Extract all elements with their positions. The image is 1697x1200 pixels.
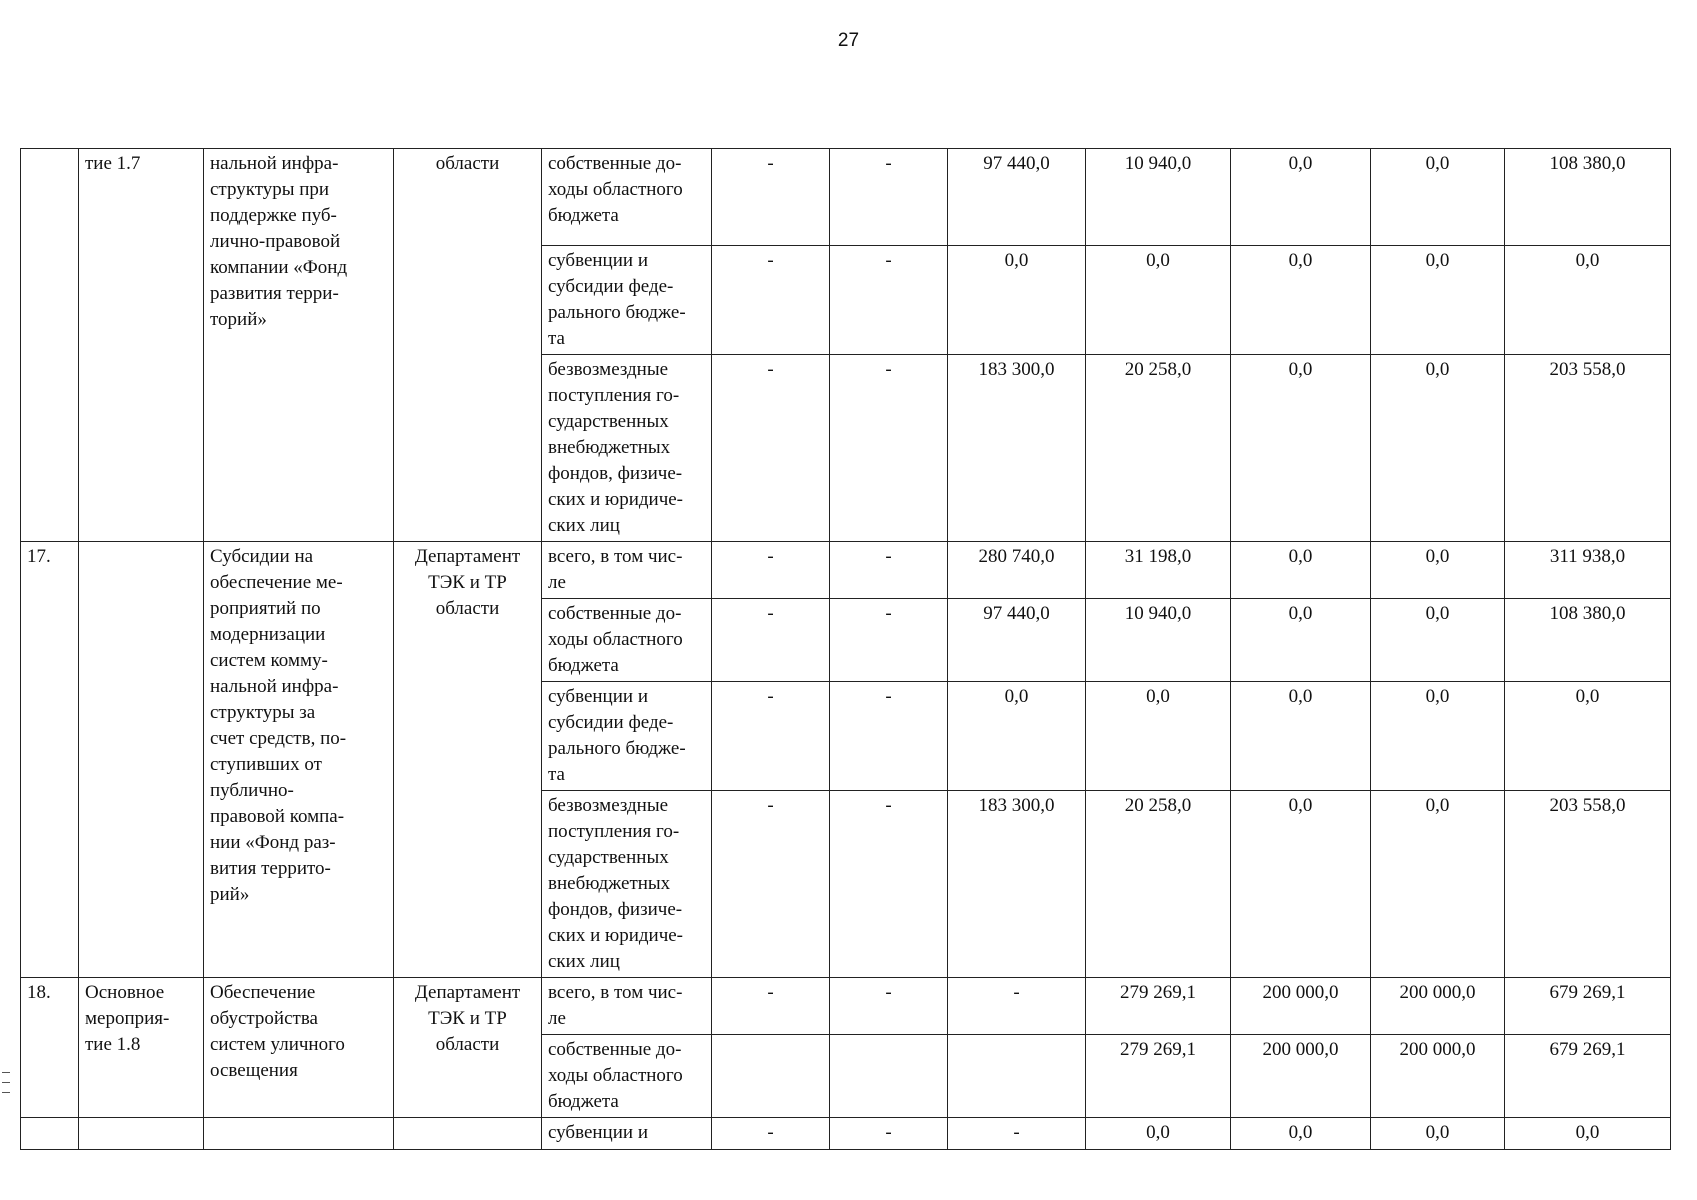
scan-mark bbox=[2, 1082, 10, 1083]
value-cell: 0,0 bbox=[1371, 682, 1505, 791]
value-cell: 20 258,0 bbox=[1086, 355, 1231, 542]
row-number-cell: 17. bbox=[21, 542, 79, 978]
total-value-cell: 0,0 bbox=[1505, 1118, 1671, 1150]
value-cell: 0,0 bbox=[1371, 246, 1505, 355]
measure-name-cell: Субсидии на обеспечение ме- роприятий по модернизации систем комму- нальной инфра- структуры за счет средств, по- ступивших от публично- правовой компа- нии «Фонд раз- вития террито- рий» bbox=[204, 542, 394, 978]
scan-mark bbox=[2, 1092, 10, 1093]
value-cell: 0,0 bbox=[1371, 1118, 1505, 1150]
value-cell: - bbox=[830, 978, 948, 1035]
measure-code-cell: тие 1.7 bbox=[79, 149, 204, 542]
value-cell: 0,0 bbox=[948, 246, 1086, 355]
value-cell: - bbox=[830, 149, 948, 246]
value-cell: 10 940,0 bbox=[1086, 599, 1231, 682]
total-value-cell: 108 380,0 bbox=[1505, 599, 1671, 682]
funding-source-cell: субвенции и bbox=[542, 1118, 712, 1150]
total-value-cell: 108 380,0 bbox=[1505, 149, 1671, 246]
value-cell: 31 198,0 bbox=[1086, 542, 1231, 599]
executor-cell: Департамент ТЭК и ТР области bbox=[394, 542, 542, 978]
value-cell: - bbox=[712, 978, 830, 1035]
value-cell: 279 269,1 bbox=[1086, 1035, 1231, 1118]
value-cell bbox=[830, 1035, 948, 1118]
measure-name-cell: Обеспечение обустройства систем уличного освещения bbox=[204, 978, 394, 1118]
value-cell: - bbox=[830, 355, 948, 542]
table-row bbox=[21, 542, 1671, 599]
measure-code-cell bbox=[79, 1118, 204, 1150]
value-cell: 0,0 bbox=[1231, 149, 1371, 246]
budget-table bbox=[20, 148, 1671, 1150]
value-cell: 0,0 bbox=[1231, 1118, 1371, 1150]
value-cell: 10 940,0 bbox=[1086, 149, 1231, 246]
value-cell: - bbox=[712, 599, 830, 682]
value-cell: - bbox=[830, 682, 948, 791]
value-cell: 0,0 bbox=[1371, 355, 1505, 542]
value-cell: - bbox=[830, 1118, 948, 1150]
value-cell: 200 000,0 bbox=[1371, 1035, 1505, 1118]
funding-source-cell: собственные до- ходы областного бюджета bbox=[542, 1035, 712, 1118]
value-cell: 0,0 bbox=[1231, 599, 1371, 682]
value-cell: - bbox=[830, 542, 948, 599]
measure-code-cell bbox=[79, 542, 204, 978]
funding-source-cell: безвозмездные поступления го- сударственных внебюджетных фондов, физиче- ских и юридиче- ских лиц bbox=[542, 791, 712, 978]
value-cell: 0,0 bbox=[1086, 1118, 1231, 1150]
funding-source-cell: собственные до- ходы областного бюджета bbox=[542, 149, 712, 246]
value-cell: - bbox=[948, 978, 1086, 1035]
value-cell: 0,0 bbox=[1231, 682, 1371, 791]
total-value-cell: 0,0 bbox=[1505, 682, 1671, 791]
value-cell: - bbox=[712, 791, 830, 978]
measure-name-cell: нальной инфра- структуры при поддержке пуб- лично-правовой компании «Фонд развития терри- торий» bbox=[204, 149, 394, 542]
total-value-cell: 203 558,0 bbox=[1505, 791, 1671, 978]
value-cell: 183 300,0 bbox=[948, 791, 1086, 978]
measure-code-cell: Основное мероприя- тие 1.8 bbox=[79, 978, 204, 1118]
table-row bbox=[21, 978, 1671, 1035]
value-cell: 0,0 bbox=[1086, 246, 1231, 355]
value-cell: 0,0 bbox=[1231, 791, 1371, 978]
table-row bbox=[21, 1118, 1671, 1150]
value-cell: 0,0 bbox=[1231, 246, 1371, 355]
value-cell bbox=[948, 1035, 1086, 1118]
value-cell: - bbox=[948, 1118, 1086, 1150]
table-body bbox=[21, 149, 1671, 1150]
funding-source-cell: субвенции и субсидии феде- рального бюдже- та bbox=[542, 682, 712, 791]
value-cell: 200 000,0 bbox=[1371, 978, 1505, 1035]
row-number-cell bbox=[21, 149, 79, 542]
page-number: 27 bbox=[837, 30, 860, 51]
value-cell: - bbox=[712, 682, 830, 791]
row-number-cell bbox=[21, 1118, 79, 1150]
funding-source-cell: субвенции и субсидии феде- рального бюдже- та bbox=[542, 246, 712, 355]
funding-source-cell: безвозмездные поступления го- сударственных внебюджетных фондов, физиче- ских и юридиче- ских лиц bbox=[542, 355, 712, 542]
value-cell: - bbox=[712, 1118, 830, 1150]
executor-cell: области bbox=[394, 149, 542, 542]
value-cell: 0,0 bbox=[948, 682, 1086, 791]
value-cell: 97 440,0 bbox=[948, 599, 1086, 682]
scan-mark bbox=[2, 1072, 10, 1073]
value-cell: 280 740,0 bbox=[948, 542, 1086, 599]
value-cell: - bbox=[830, 791, 948, 978]
value-cell: 183 300,0 bbox=[948, 355, 1086, 542]
value-cell: 0,0 bbox=[1371, 791, 1505, 978]
value-cell: 279 269,1 bbox=[1086, 978, 1231, 1035]
value-cell: - bbox=[712, 542, 830, 599]
value-cell: - bbox=[830, 599, 948, 682]
funding-source-cell: всего, в том чис- ле bbox=[542, 542, 712, 599]
value-cell: 0,0 bbox=[1231, 542, 1371, 599]
table-row bbox=[21, 149, 1671, 246]
funding-source-cell: всего, в том чис- ле bbox=[542, 978, 712, 1035]
total-value-cell: 679 269,1 bbox=[1505, 1035, 1671, 1118]
value-cell: 0,0 bbox=[1371, 149, 1505, 246]
funding-source-cell: собственные до- ходы областного бюджета bbox=[542, 599, 712, 682]
total-value-cell: 0,0 bbox=[1505, 246, 1671, 355]
value-cell bbox=[712, 1035, 830, 1118]
value-cell: 0,0 bbox=[1371, 599, 1505, 682]
value-cell: 200 000,0 bbox=[1231, 1035, 1371, 1118]
value-cell: 0,0 bbox=[1371, 542, 1505, 599]
measure-name-cell bbox=[204, 1118, 394, 1150]
total-value-cell: 203 558,0 bbox=[1505, 355, 1671, 542]
value-cell: - bbox=[712, 355, 830, 542]
value-cell: 20 258,0 bbox=[1086, 791, 1231, 978]
executor-cell bbox=[394, 1118, 542, 1150]
value-cell: 97 440,0 bbox=[948, 149, 1086, 246]
total-value-cell: 311 938,0 bbox=[1505, 542, 1671, 599]
total-value-cell: 679 269,1 bbox=[1505, 978, 1671, 1035]
value-cell: 200 000,0 bbox=[1231, 978, 1371, 1035]
value-cell: 0,0 bbox=[1231, 355, 1371, 542]
value-cell: - bbox=[712, 149, 830, 246]
value-cell: - bbox=[712, 246, 830, 355]
value-cell: 0,0 bbox=[1086, 682, 1231, 791]
row-number-cell: 18. bbox=[21, 978, 79, 1118]
value-cell: - bbox=[830, 246, 948, 355]
executor-cell: Департамент ТЭК и ТР области bbox=[394, 978, 542, 1118]
